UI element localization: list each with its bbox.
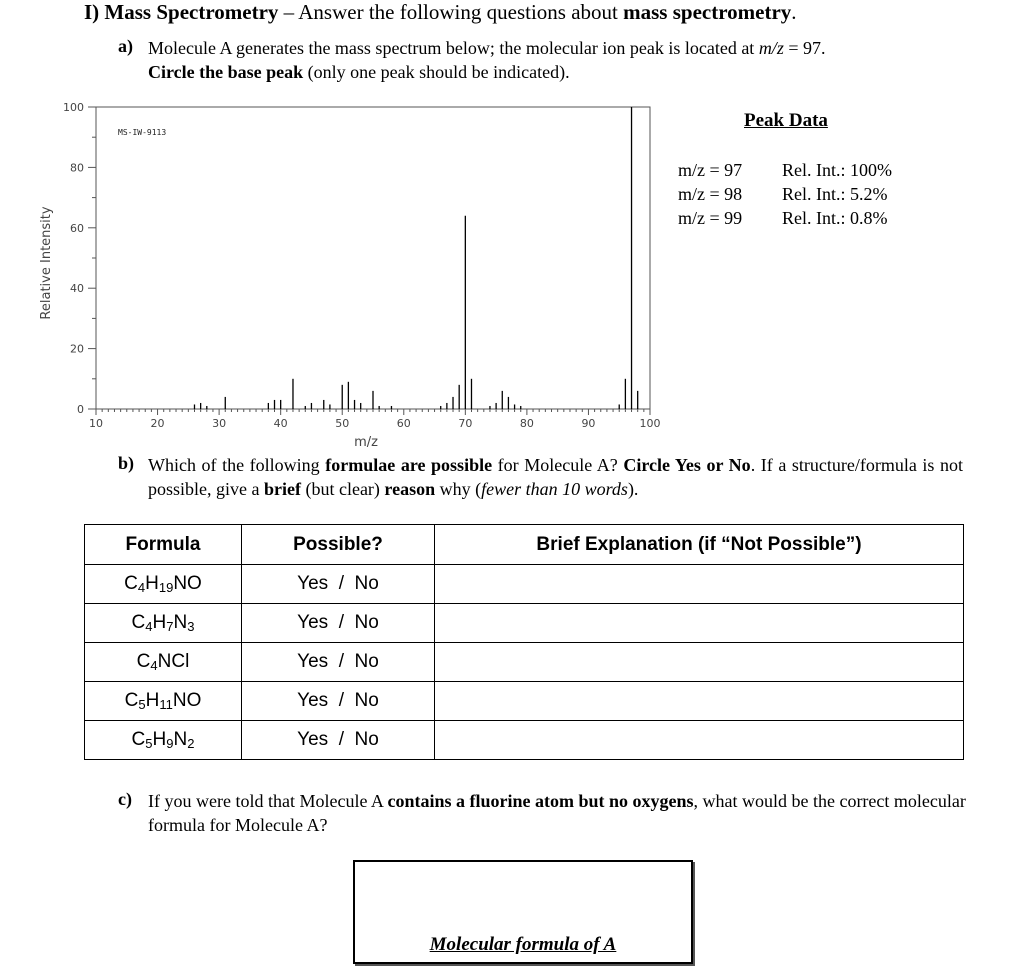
- y-tick-label: 60: [70, 221, 84, 235]
- question-a-instruction-end: (only one peak should be indicated).: [303, 62, 570, 82]
- qb-italic-1: fewer than 10 words: [481, 479, 628, 499]
- yes-no-cell[interactable]: [242, 643, 435, 682]
- question-c-label: c): [118, 789, 132, 809]
- formula-cell: [85, 565, 242, 604]
- chart-axes: [63, 101, 660, 430]
- qb-text-6: ).: [627, 479, 639, 499]
- formula-part: H: [145, 690, 160, 711]
- question-b-label: b): [118, 453, 135, 473]
- mass-spectrum-chart[interactable]: [30, 100, 660, 450]
- formula-cell: [85, 721, 242, 760]
- formula-subscript: 11: [159, 697, 173, 712]
- chart-frame: [96, 107, 650, 409]
- question-a-mz: m/z: [758, 38, 784, 58]
- formula-subscript: 2: [187, 736, 195, 751]
- qc-text-1: If you were told that Molecule A: [148, 791, 388, 811]
- formula-part: C: [131, 612, 146, 633]
- table-row: [85, 721, 964, 760]
- yes-no-choice[interactable]: Yes / No: [297, 729, 379, 750]
- peak-data-title: Peak Data: [744, 110, 828, 131]
- yes-no-cell[interactable]: [242, 604, 435, 643]
- formula-part: NO: [173, 573, 202, 594]
- qc-bold-1: contains a fluorine atom but no oxygens: [387, 791, 694, 811]
- table-row: [85, 643, 964, 682]
- formula-subscript: 7: [166, 619, 174, 634]
- peak-mz: m/z = 98: [678, 184, 743, 204]
- x-tick-label: 30: [212, 417, 227, 430]
- chart-annotation: MS-IW-9113: [118, 128, 167, 137]
- qb-text-2: for Molecule A?: [492, 455, 624, 475]
- x-tick-label: 10: [89, 417, 103, 430]
- x-tick-label: 100: [639, 417, 660, 430]
- qc-text-2: , what would be the correct molecular formula for Molecule A?: [148, 791, 966, 835]
- peak-intensity: Rel. Int.: 100%: [782, 160, 892, 180]
- formula-cell: [85, 604, 242, 643]
- x-tick-label: 70: [458, 417, 473, 430]
- question-b-text: [148, 453, 963, 501]
- header-formula: Formula: [85, 525, 242, 565]
- question-a-body-end: = 97.: [783, 38, 826, 58]
- section-intro-bold: mass spectrometry: [623, 0, 792, 24]
- peak-mz: m/z = 97: [678, 160, 743, 180]
- question-a-text: [148, 36, 968, 84]
- table-row: [85, 565, 964, 604]
- x-tick-label: 40: [273, 417, 288, 430]
- yes-no-cell[interactable]: [242, 721, 435, 760]
- section-dash: –: [278, 0, 299, 24]
- yes-no-choice[interactable]: Yes / No: [297, 690, 379, 711]
- question-a-label: a): [118, 36, 133, 56]
- chart-x-axis-label: m/z: [354, 435, 378, 450]
- formula-part: H: [152, 729, 167, 750]
- qb-text-1: Which of the following: [148, 455, 326, 475]
- peak-intensity: Rel. Int.: 0.8%: [782, 208, 888, 228]
- formula-cell: [85, 643, 242, 682]
- x-tick-label: 20: [150, 417, 165, 430]
- formula-subscript: 5: [145, 736, 153, 751]
- y-tick-label: 100: [63, 101, 84, 114]
- table-row: [85, 604, 964, 643]
- peak-mz: m/z = 99: [678, 208, 743, 228]
- section-heading: Mass Spectrometry: [104, 0, 279, 24]
- qb-bold-4: reason: [384, 479, 436, 499]
- yes-no-cell[interactable]: [242, 565, 435, 604]
- yes-no-choice[interactable]: Yes / No: [297, 612, 379, 633]
- section-intro-end: .: [791, 0, 797, 24]
- formula-part: H: [152, 612, 167, 633]
- formula-part: H: [145, 573, 159, 594]
- peak-intensity: Rel. Int.: 5.2%: [782, 184, 888, 204]
- yes-no-choice[interactable]: Yes / No: [297, 651, 379, 672]
- explanation-cell[interactable]: [435, 565, 964, 604]
- peak-data-row: [678, 208, 888, 229]
- formula-part: N: [173, 729, 188, 750]
- formula-subscript: 5: [138, 697, 146, 712]
- x-tick-label: 80: [519, 417, 534, 430]
- yes-no-choice[interactable]: Yes / No: [297, 573, 379, 594]
- table-header-row: [85, 525, 964, 565]
- explanation-cell[interactable]: [435, 643, 964, 682]
- formula-part: NCl: [157, 651, 190, 672]
- y-tick-label: 20: [70, 342, 84, 356]
- section-number: I): [84, 0, 100, 24]
- question-a-instruction: Circle the base peak: [148, 62, 304, 82]
- chart-y-axis-label: Relative Intensity: [39, 206, 54, 320]
- y-tick-label: 40: [70, 282, 84, 296]
- header-possible: Possible?: [242, 525, 435, 565]
- header-explanation: Brief Explanation (if “Not Possible”): [435, 525, 964, 565]
- peak-data-row: [678, 184, 888, 205]
- answer-box[interactable]: [353, 860, 693, 964]
- formula-part: C: [124, 573, 138, 594]
- y-tick-label: 0: [77, 403, 84, 416]
- formula-cell: [85, 682, 242, 721]
- x-tick-label: 90: [581, 417, 596, 430]
- qb-text-5: why (: [435, 479, 482, 499]
- formula-subscript: 19: [158, 580, 174, 595]
- yes-no-cell[interactable]: [242, 682, 435, 721]
- formula-subscript: 3: [187, 619, 195, 634]
- formula-part: N: [173, 612, 188, 633]
- table-row: [85, 682, 964, 721]
- formula-part: C: [124, 690, 139, 711]
- qb-bold-3: brief: [263, 479, 301, 499]
- y-tick-label: 80: [70, 161, 84, 175]
- formula-part: C: [136, 651, 151, 672]
- chart-peaks[interactable]: [194, 107, 637, 409]
- formula-part: NO: [172, 690, 202, 711]
- formula-subscript: 4: [145, 619, 153, 634]
- formula-part: C: [131, 729, 146, 750]
- answer-box-caption: Molecular formula of A: [429, 934, 617, 955]
- formula-subscript: 4: [150, 658, 158, 673]
- section-title: [84, 0, 797, 25]
- qb-bold-2: Circle Yes or No: [623, 455, 751, 475]
- qb-bold-1: formulae are possible: [325, 455, 493, 475]
- question-a-body: Molecule A generates the mass spectrum below; the molecular ion peak is located at: [148, 38, 759, 58]
- formula-table: [84, 524, 964, 760]
- formula-subscript: 9: [166, 736, 174, 751]
- x-tick-label: 60: [396, 417, 411, 430]
- x-tick-label: 50: [335, 417, 350, 430]
- explanation-cell[interactable]: [435, 604, 964, 643]
- peak-data-row: [678, 160, 892, 181]
- formula-subscript: 4: [137, 580, 146, 595]
- question-c-text: [148, 789, 968, 837]
- qb-text-4: (but clear): [300, 479, 385, 499]
- section-intro: Answer the following questions about: [298, 0, 624, 24]
- qb-text-3: . If a structure/formula is not possible, give a: [148, 455, 963, 499]
- explanation-cell[interactable]: [435, 721, 964, 760]
- explanation-cell[interactable]: [435, 682, 964, 721]
